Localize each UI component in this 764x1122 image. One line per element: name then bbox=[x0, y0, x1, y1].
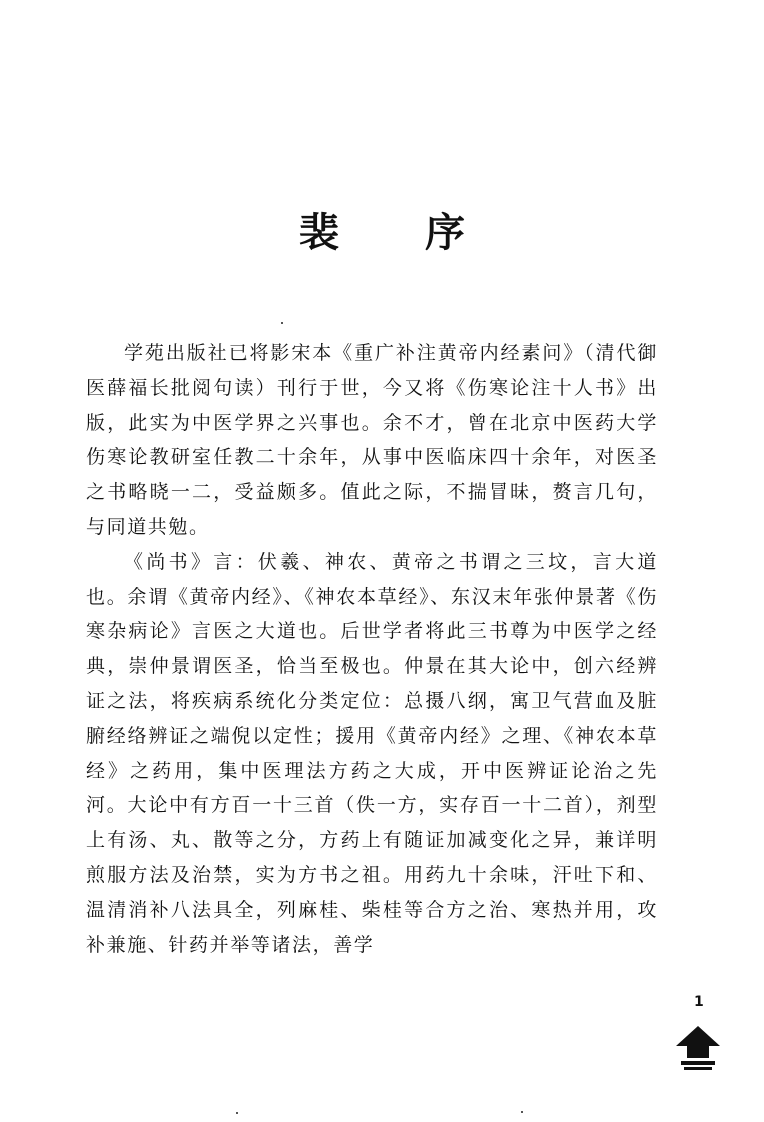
scan-speck bbox=[521, 1111, 523, 1113]
paragraph-1: 学苑出版社已将影宋本《重广补注黄帝内经素问》（清代御医薛福长批阅句读）刊行于世，今又将《伤寒论注十人书》出版，此实为中医学界之兴事也。余不才，曾在北京中医药大学伤寒论教研室任教二十余年，从事中医临床四十余年，对医圣之书略晓一二，受益颇多。值此之际，不揣冒昧，赘言几句，与同道共勉。 bbox=[86, 342, 658, 538]
scan-speck bbox=[236, 1112, 238, 1114]
up-arrow-icon[interactable] bbox=[673, 1024, 723, 1072]
paragraph-2: 《尚书》言：伏羲、神农、黄帝之书谓之三坟，言大道也。余谓《黄帝内经》、《神农本草经》、东汉末年张仲景著《伤寒杂病论》言医之大道也。后世学者将此三书尊为中医学之经典，崇仲景谓医圣，恰当至极也。仲景在其大论中，创六经辨证之法，将疾病系统化分类定位：总摄八纲，寓卫气营血及脏腑经络辨证之端倪以定性；援用《黄帝内经》之理、《神农本草经》之药用，集中医理法方药之大成，开中医辨证论治之先河。大论中有方百一十三首（佚一方，实存百一十二首），剂型上有汤、丸、散等之分，方药上有随证加减变化之异，兼详明煎服方法及治禁，实为方书之祖。用药九十余味，汗吐下和、温清消补八法具全，列麻桂、柴桂等合方之治、寒热并用，攻补兼施、针药并举等诸法，善学 bbox=[86, 550, 658, 956]
body-text bbox=[86, 336, 658, 962]
page-title: 裴 序 bbox=[299, 209, 501, 256]
scan-speck bbox=[281, 322, 283, 324]
page-number: 1 bbox=[694, 994, 704, 1010]
